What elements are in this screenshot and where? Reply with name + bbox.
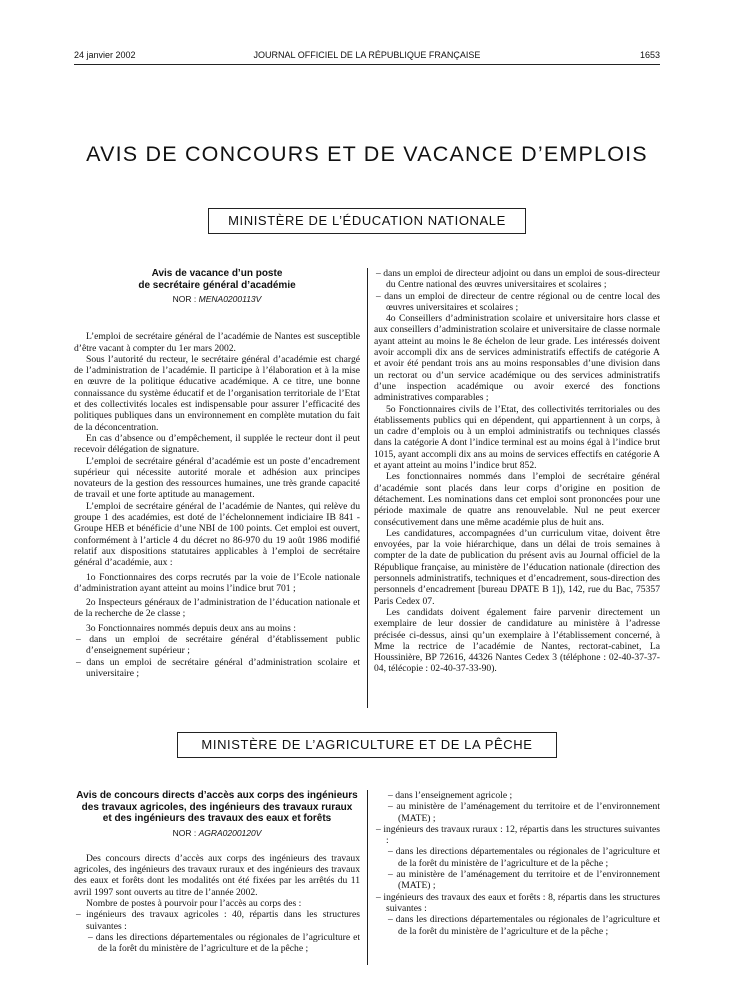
ministry-heading-agriculture: MINISTÈRE DE L’AGRICULTURE ET DE LA PÊCHE <box>177 732 557 758</box>
notice-title-line: Avis de vacance d’un poste <box>151 268 283 279</box>
ministry-heading-education: MINISTÈRE DE L’ÉDUCATION NATIONALE <box>208 208 526 234</box>
running-header <box>74 50 660 64</box>
list-item: – dans un emploi de secrétaire général d’administration scolaire et universitaire ; <box>76 656 360 679</box>
section1-column-left <box>74 268 360 679</box>
column-divider <box>367 790 368 965</box>
list-item: – dans un emploi de secrétaire général d’établissement public d’enseignement supérieur ; <box>76 634 360 657</box>
list-item: – ingénieurs des travaux des eaux et forêts : 8, répartis dans les structures suivantes : <box>376 891 660 914</box>
notice-title-line: et des ingénieurs des travaux des eaux et forêts <box>102 813 332 824</box>
paragraph: Des concours directs d’accès aux corps des ingénieurs des travaux agricoles, des ingénieurs des travaux ruraux et des ingénieurs des travaux des eaux et forêts dont les modalités ont été fixées par les arrêtés du 11 avril 1997 sont ouverts au titre de l’année 2002. <box>74 852 360 898</box>
list-item: – dans les directions départementales ou régionales de l’agriculture et de la forêt du ministère de l’agriculture et de la pêche ; <box>388 914 660 937</box>
list-item: – dans l’enseignement agricole ; <box>388 790 513 801</box>
list-item: – dans un emploi de directeur adjoint ou dans un emploi de sous-directeur du Centre national des œuvres universitaires et scolaires ; <box>376 268 661 291</box>
list-item: – ingénieurs des travaux agricoles : 40, répartis dans les structures suivantes : <box>76 909 360 932</box>
paragraph: 3o Fonctionnaires nommés depuis deux ans au moins : <box>86 622 296 634</box>
header-journal-title: JOURNAL OFFICIEL DE LA RÉPUBLIQUE FRANÇAISE <box>253 50 481 60</box>
paragraph: 4o Conseillers d’administration scolaire et universitaire hors classe et aux conseillers d’administration scolaire et universitaire de classe normale ayant atteint au moins le 8e échelon de leur grade. Les intéressés doivent avoir accompli dix ans de services administratifs effectifs de catégorie A et avoir été pendant trois ans au moins responsables d’une division dans un rectorat ou d’un service académique ou des services administratifs d’une inspection académique ou avoir exercé des fonctions administratives comparables ; <box>374 313 660 404</box>
paragraph: 5o Fonctionnaires civils de l’Etat, des collectivités territoriales ou des établissements publics qui en dépendent, qui appartiennent à un corps, à un cadre d’emplois ou à un emploi administratifs ou techniques classés dans la catégorie A dont l’indice terminal est au moins égal à l’indice brut 1015, ayant accompli dix ans au moins de services effectifs en catégorie A et ayant atteint au moins l’indice brut 852. <box>374 403 660 472</box>
paragraph: L’emploi de secrétaire général de l’académie de Nantes, qui relève du groupe 1 des académies, est doté de l’échelonnement indiciaire IB 841 - Groupe HEB et bénéficie d’une NBI de 100 points. Cet emploi est ouvert, conformément à l’article 4 du décret no 86-970 du 19 août 1986 modifié relatif aux dispositions statutaires applicables à l’emploi de secrétaire général d’académie, aux : <box>74 500 360 569</box>
paragraph: Nombre de postes à pourvoir pour l’accès au corps des : <box>86 897 302 909</box>
list-item: – au ministère de l’aménagement du territoire et de l’environnement (MATE) ; <box>388 801 660 824</box>
nor-reference: NOR : AGRA0200120V <box>172 827 262 838</box>
paragraph: Les candidatures, accompagnées d’un curriculum vitae, doivent être envoyées, par la voie hiérarchique, dans un délai de trois semaines à compter de la date de publication du présent avis au Journal officiel de la République française, au ministère de l’éducation nationale (direction des personnels administratifs, techniques et d’encadrement, sous-direction des personnels d’encadrement [bureau DPATE B 1]), 142, rue du Bac, 75357 Paris Cedex 07. <box>374 527 660 607</box>
paragraph: Les candidats doivent également faire parvenir directement un exemplaire de leur dossier de candidature au ministère à l’adresse précisée ci-dessus, ainsi qu’un exemplaire à l’établissement concerné, à Mme la rectrice de l’académie de Nantes, rectorat-cabinet, La Houssinière, BP 72616, 44326 Nantes Cedex 3 (téléphone : 02-40-37-37-04, télécopie : 02-40-37-33-90). <box>374 606 660 675</box>
paragraph: Sous l’autorité du recteur, le secrétaire général d’académie est chargé de l’administration de l’académie. Il participe à l’élaboration et à la mise en œuvre de la politique éducative académique. A ce titre, une bonne connaissance du système éducatif et de l’organisation territoriale de l’Etat et des collectivités locales est indispensable pour assurer l’efficacité des politiques publiques dans un environnement en complète mutation du fait de la déconcentration. <box>74 353 360 433</box>
paragraph: L’emploi de secrétaire général d’académie est un poste d’encadrement supérieur qui nécessite autorité morale et adhésion aux principes novateurs de la gestion des ressources humaines, une très grande capacité de travail et une forte aptitude au management. <box>74 455 360 501</box>
section2-column-right <box>374 790 660 937</box>
header-date: 24 janvier 2002 <box>74 50 136 60</box>
notice-title-line: Avis de concours directs d’accès aux corps des ingénieurs <box>76 790 358 801</box>
list-item: – ingénieurs des travaux ruraux : 12, répartis dans les structures suivantes : <box>376 823 660 847</box>
list-item: – au ministère de l’aménagement du territoire et de l’environnement (MATE) ; <box>388 869 660 892</box>
notice-title-line: de secrétaire général d’académie <box>138 279 296 291</box>
header-rule <box>74 64 660 65</box>
paragraph: Les fonctionnaires nommés dans l’emploi de secrétaire général d’académie sont placés dans leur corps d’origine en position de détachement. Les nominations dans cet emploi sont prononcées pour une période maximale de quatre ans renouvelable. Nul ne peut exercer consécutivement dans une même académie plus de huit ans. <box>374 471 660 528</box>
list-item: – dans un emploi de directeur de centre régional ou de centre local des œuvres universitaires et scolaires ; <box>376 290 660 313</box>
nor-reference: NOR : MENA0200113V <box>172 294 262 304</box>
paragraph: L’emploi de secrétaire général de l’académie de Nantes est susceptible d’être vacant à compter du 1er mars 2002. <box>74 331 360 354</box>
paragraph: 1o Fonctionnaires des corps recrutés par la voie de l’Ecole nationale d’administration ayant atteint au moins l’indice brut 701 ; <box>74 571 360 594</box>
section2-column-left <box>74 790 360 954</box>
paragraph: 2o Inspecteurs généraux de l’administration de l’éducation nationale et de la recherche de 2e classe ; <box>74 597 360 620</box>
list-item: – dans les directions départementales ou régionales de l’agriculture et de la forêt du ministère de l’agriculture et de la pêche ; <box>388 846 660 869</box>
list-item: – dans les directions départementales ou régionales de l’agriculture et de la forêt du ministère de l’agriculture et de la pêche ; <box>88 931 360 955</box>
paragraph: En cas d’absence ou d’empêchement, il supplée le recteur dont il peut recevoir délégation de signature. <box>74 432 360 456</box>
page-title: AVIS DE CONCOURS ET DE VACANCE D’EMPLOIS <box>86 142 648 166</box>
notice-title-line: des travaux agricoles, des ingénieurs des travaux ruraux <box>81 801 353 813</box>
header-page-number: 1653 <box>639 50 660 60</box>
column-divider <box>367 268 368 708</box>
section1-column-right <box>374 268 660 675</box>
